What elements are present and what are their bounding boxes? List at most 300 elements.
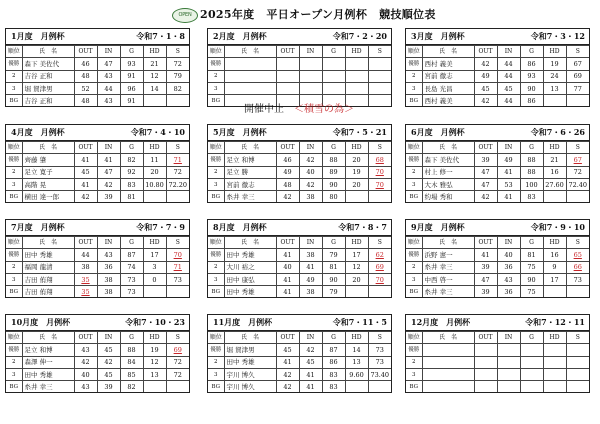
handicap-cell bbox=[543, 368, 566, 380]
in-cell: 45 bbox=[97, 368, 120, 380]
in-cell: 49 bbox=[299, 273, 322, 285]
score-cell: 65 bbox=[566, 249, 589, 261]
rank-cell: 2 bbox=[406, 356, 422, 368]
column-header-rank: 順位 bbox=[208, 332, 224, 344]
panel-title: 1月度 月例杯 bbox=[11, 31, 65, 41]
panel-date: 令和7・4・10 bbox=[130, 127, 185, 137]
gross-cell: 75 bbox=[520, 261, 543, 273]
results-table bbox=[406, 45, 589, 106]
club-logo-icon bbox=[172, 8, 198, 23]
results-table bbox=[406, 141, 589, 202]
handicap-cell: 14 bbox=[143, 82, 166, 94]
gross-cell: 82 bbox=[120, 154, 143, 166]
table-row bbox=[208, 154, 391, 166]
in-cell: 45 bbox=[97, 344, 120, 356]
in-cell: 36 bbox=[497, 286, 520, 298]
table-row bbox=[6, 286, 189, 298]
month-panel bbox=[5, 219, 190, 298]
name-cell: 堀 賀津男 bbox=[22, 82, 74, 94]
column-header-out: OUT bbox=[474, 237, 497, 249]
table-row bbox=[6, 368, 189, 380]
month-panel bbox=[405, 124, 590, 203]
handicap-cell: 13 bbox=[345, 356, 368, 368]
panel-title: 12月度 月例杯 bbox=[411, 317, 471, 327]
panel-date: 令和7・5・21 bbox=[332, 127, 387, 137]
gross-cell: 83 bbox=[322, 368, 345, 380]
table-row bbox=[6, 249, 189, 261]
table-row bbox=[406, 166, 589, 178]
score-cell bbox=[166, 95, 189, 107]
handicap-cell: 13 bbox=[143, 368, 166, 380]
month-panel bbox=[5, 28, 190, 107]
column-header-handicap: HD bbox=[143, 46, 166, 58]
handicap-cell bbox=[543, 191, 566, 203]
panel-header bbox=[406, 315, 589, 331]
table-row bbox=[406, 273, 589, 285]
column-header-gross: G bbox=[520, 142, 543, 154]
handicap-cell: 12 bbox=[345, 261, 368, 273]
column-header-gross: G bbox=[322, 46, 345, 58]
score-cell bbox=[566, 381, 589, 393]
gross-cell: 91 bbox=[120, 70, 143, 82]
column-header-in: IN bbox=[97, 46, 120, 58]
rank-cell: BG bbox=[6, 95, 22, 107]
in-cell: 42 bbox=[299, 154, 322, 166]
table-row bbox=[6, 95, 189, 107]
panel-header bbox=[406, 29, 589, 45]
out-cell: 40 bbox=[276, 261, 299, 273]
rank-cell: 3 bbox=[208, 273, 224, 285]
column-header-in: IN bbox=[299, 237, 322, 249]
rank-cell: 2 bbox=[208, 261, 224, 273]
rank-cell: 3 bbox=[6, 273, 22, 285]
out-cell bbox=[474, 381, 497, 393]
out-cell bbox=[474, 344, 497, 356]
table-row bbox=[6, 166, 189, 178]
column-header-out: OUT bbox=[74, 237, 97, 249]
out-cell bbox=[276, 58, 299, 70]
handicap-cell: 11 bbox=[143, 154, 166, 166]
rank-cell: 3 bbox=[406, 178, 422, 190]
name-cell: 田中 秀雄 bbox=[224, 356, 276, 368]
in-cell: 43 bbox=[97, 249, 120, 261]
column-header-rank: 順位 bbox=[208, 142, 224, 154]
column-header-in: IN bbox=[497, 332, 520, 344]
score-cell: 69 bbox=[368, 261, 391, 273]
column-header-out: OUT bbox=[74, 332, 97, 344]
table-row bbox=[208, 82, 391, 94]
table-row bbox=[6, 178, 189, 190]
rank-cell: 3 bbox=[208, 368, 224, 380]
handicap-cell: 16 bbox=[543, 249, 566, 261]
score-cell bbox=[368, 95, 391, 107]
rank-cell: 2 bbox=[208, 356, 224, 368]
in-cell: 38 bbox=[97, 273, 120, 285]
score-cell: 79 bbox=[166, 70, 189, 82]
gross-cell: 81 bbox=[520, 249, 543, 261]
out-cell: 41 bbox=[276, 273, 299, 285]
handicap-cell bbox=[543, 286, 566, 298]
column-header-in: IN bbox=[97, 332, 120, 344]
panel-date: 令和7・9・10 bbox=[530, 222, 585, 232]
gross-cell: 79 bbox=[322, 249, 345, 261]
score-cell bbox=[566, 356, 589, 368]
rank-cell: 優勝 bbox=[406, 344, 422, 356]
gross-cell bbox=[520, 356, 543, 368]
handicap-cell: 20 bbox=[345, 178, 368, 190]
month-panel bbox=[207, 124, 392, 203]
table-row bbox=[6, 381, 189, 393]
handicap-cell bbox=[143, 191, 166, 203]
in-cell: 43 bbox=[97, 95, 120, 107]
out-cell: 45 bbox=[276, 344, 299, 356]
column-header-score: S bbox=[368, 46, 391, 58]
cancel-reason: ＜積雪の為＞ bbox=[294, 104, 354, 115]
score-cell: 73 bbox=[166, 273, 189, 285]
table-row bbox=[406, 154, 589, 166]
gross-cell bbox=[520, 344, 543, 356]
score-cell bbox=[566, 368, 589, 380]
in-cell bbox=[497, 368, 520, 380]
score-cell: 72 bbox=[566, 166, 589, 178]
rank-cell: 2 bbox=[406, 166, 422, 178]
out-cell: 45 bbox=[474, 82, 497, 94]
handicap-cell bbox=[345, 191, 368, 203]
name-cell: 田中 秀雄 bbox=[22, 249, 74, 261]
handicap-cell bbox=[543, 356, 566, 368]
in-cell: 42 bbox=[299, 178, 322, 190]
score-cell: 71 bbox=[166, 261, 189, 273]
column-header-in: IN bbox=[299, 332, 322, 344]
column-header-name: 氏 名 bbox=[224, 142, 276, 154]
score-cell: 67 bbox=[566, 58, 589, 70]
out-cell: 35 bbox=[74, 273, 97, 285]
score-cell bbox=[566, 191, 589, 203]
table-row bbox=[406, 286, 589, 298]
gross-cell: 73 bbox=[120, 273, 143, 285]
panel-title: 11月度 月例杯 bbox=[213, 317, 273, 327]
column-header-in: IN bbox=[497, 142, 520, 154]
panel-header bbox=[6, 125, 189, 141]
in-cell: 41 bbox=[299, 368, 322, 380]
out-cell: 41 bbox=[276, 249, 299, 261]
name-cell: 中西 啓一 bbox=[422, 273, 474, 285]
column-header-rank: 順位 bbox=[208, 237, 224, 249]
month-panel bbox=[405, 219, 590, 298]
in-cell: 44 bbox=[497, 95, 520, 107]
handicap-cell bbox=[345, 82, 368, 94]
score-cell: 68 bbox=[368, 154, 391, 166]
in-cell: 44 bbox=[97, 82, 120, 94]
out-cell: 39 bbox=[474, 154, 497, 166]
column-header-in: IN bbox=[497, 46, 520, 58]
name-cell: 吉田 侑翔 bbox=[22, 273, 74, 285]
table-row bbox=[208, 356, 391, 368]
in-cell bbox=[299, 58, 322, 70]
rank-cell: 優勝 bbox=[406, 249, 422, 261]
rank-cell: 2 bbox=[406, 261, 422, 273]
table-header-row bbox=[406, 332, 589, 344]
in-cell: 40 bbox=[299, 166, 322, 178]
name-cell: 足立 和博 bbox=[224, 154, 276, 166]
table-row bbox=[406, 368, 589, 380]
rank-cell: 優勝 bbox=[208, 344, 224, 356]
table-row bbox=[406, 95, 589, 107]
table-header-row bbox=[208, 142, 391, 154]
rank-cell: 3 bbox=[6, 82, 22, 94]
results-table bbox=[208, 236, 391, 297]
rank-cell: BG bbox=[406, 191, 422, 203]
gross-cell bbox=[520, 368, 543, 380]
table-row bbox=[6, 344, 189, 356]
out-cell: 35 bbox=[74, 286, 97, 298]
month-panel bbox=[207, 219, 392, 298]
gross-cell bbox=[322, 70, 345, 82]
in-cell: 41 bbox=[299, 381, 322, 393]
rank-cell: BG bbox=[208, 95, 224, 107]
in-cell: 42 bbox=[299, 344, 322, 356]
handicap-cell: 20 bbox=[345, 154, 368, 166]
month-panel bbox=[207, 314, 392, 393]
handicap-cell: 17 bbox=[345, 249, 368, 261]
name-cell: 長島 光昌 bbox=[422, 82, 474, 94]
rank-cell: 優勝 bbox=[208, 154, 224, 166]
table-row bbox=[406, 82, 589, 94]
name-cell bbox=[224, 58, 276, 70]
panel-header bbox=[6, 220, 189, 236]
rank-cell: 3 bbox=[406, 273, 422, 285]
rank-cell: BG bbox=[208, 381, 224, 393]
out-cell: 47 bbox=[474, 166, 497, 178]
name-cell: 齊藤 肇 bbox=[22, 154, 74, 166]
column-header-out: OUT bbox=[74, 142, 97, 154]
handicap-cell: 13 bbox=[543, 82, 566, 94]
gross-cell: 89 bbox=[322, 166, 345, 178]
in-cell bbox=[497, 356, 520, 368]
handicap-cell: 19 bbox=[543, 58, 566, 70]
rank-cell: BG bbox=[6, 381, 22, 393]
table-header-row bbox=[406, 46, 589, 58]
out-cell: 48 bbox=[74, 95, 97, 107]
rank-cell: BG bbox=[208, 191, 224, 203]
table-row bbox=[6, 82, 189, 94]
column-header-out: OUT bbox=[474, 46, 497, 58]
out-cell: 42 bbox=[74, 356, 97, 368]
score-cell bbox=[566, 286, 589, 298]
column-header-score: S bbox=[566, 46, 589, 58]
name-cell: 糸井 幸三 bbox=[422, 286, 474, 298]
column-header-gross: G bbox=[322, 142, 345, 154]
panel-title: 7月度 月例杯 bbox=[11, 222, 65, 232]
table-row bbox=[6, 58, 189, 70]
table-row bbox=[208, 191, 391, 203]
panel-date: 令和7・2・20 bbox=[332, 31, 387, 41]
score-cell: 73 bbox=[566, 273, 589, 285]
column-header-rank: 順位 bbox=[406, 142, 422, 154]
in-cell: 44 bbox=[497, 70, 520, 82]
in-cell: 45 bbox=[299, 356, 322, 368]
in-cell: 43 bbox=[97, 70, 120, 82]
out-cell: 46 bbox=[276, 154, 299, 166]
out-cell: 41 bbox=[474, 249, 497, 261]
out-cell: 49 bbox=[474, 70, 497, 82]
score-cell bbox=[368, 286, 391, 298]
results-table bbox=[208, 331, 391, 392]
in-cell bbox=[299, 82, 322, 94]
panel-date: 令和7・1・8 bbox=[136, 31, 185, 41]
column-header-gross: G bbox=[520, 332, 543, 344]
rank-cell: BG bbox=[208, 286, 224, 298]
table-header-row bbox=[208, 46, 391, 58]
table-row bbox=[208, 273, 391, 285]
column-header-score: S bbox=[166, 46, 189, 58]
panel-date: 令和7・10・23 bbox=[125, 317, 185, 327]
out-cell: 41 bbox=[276, 286, 299, 298]
gross-cell: 86 bbox=[322, 356, 345, 368]
out-cell: 40 bbox=[74, 368, 97, 380]
handicap-cell: 3 bbox=[143, 261, 166, 273]
gross-cell bbox=[322, 58, 345, 70]
in-cell: 43 bbox=[497, 273, 520, 285]
column-header-out: OUT bbox=[276, 237, 299, 249]
gross-cell bbox=[322, 82, 345, 94]
name-cell: 吉田 侑翔 bbox=[22, 286, 74, 298]
rank-cell: 3 bbox=[406, 82, 422, 94]
panel-date: 令和7・12・11 bbox=[525, 317, 585, 327]
table-row bbox=[208, 166, 391, 178]
rank-cell: BG bbox=[6, 286, 22, 298]
column-header-gross: G bbox=[120, 237, 143, 249]
out-cell: 43 bbox=[74, 344, 97, 356]
table-row bbox=[406, 249, 589, 261]
gross-cell: 92 bbox=[120, 166, 143, 178]
panel-title: 5月度 月例杯 bbox=[213, 127, 267, 137]
name-cell: 吉谷 正和 bbox=[22, 95, 74, 107]
gross-cell: 88 bbox=[322, 154, 345, 166]
rank-cell: 優勝 bbox=[6, 154, 22, 166]
handicap-cell: 27.60 bbox=[543, 178, 566, 190]
rank-cell: 優勝 bbox=[208, 58, 224, 70]
name-cell: 吉谷 正和 bbox=[22, 70, 74, 82]
name-cell: 西村 義美 bbox=[422, 95, 474, 107]
table-row bbox=[208, 381, 391, 393]
name-cell: 足立 和博 bbox=[22, 344, 74, 356]
table-row bbox=[406, 178, 589, 190]
table-row bbox=[406, 191, 589, 203]
out-cell: 41 bbox=[74, 154, 97, 166]
column-header-out: OUT bbox=[276, 142, 299, 154]
gross-cell: 83 bbox=[520, 191, 543, 203]
name-cell: 浜野 憲一 bbox=[422, 249, 474, 261]
score-cell: 69 bbox=[166, 344, 189, 356]
table-header-row bbox=[406, 142, 589, 154]
table-row bbox=[406, 344, 589, 356]
handicap-cell: 20 bbox=[143, 166, 166, 178]
month-panel bbox=[207, 28, 392, 115]
gross-cell: 93 bbox=[520, 70, 543, 82]
column-header-name: 氏 名 bbox=[224, 332, 276, 344]
gross-cell: 90 bbox=[322, 178, 345, 190]
month-panel bbox=[405, 314, 590, 393]
column-header-out: OUT bbox=[276, 332, 299, 344]
score-cell bbox=[166, 191, 189, 203]
gross-cell: 90 bbox=[520, 273, 543, 285]
handicap-cell: 14 bbox=[345, 344, 368, 356]
handicap-cell bbox=[143, 95, 166, 107]
in-cell: 39 bbox=[97, 191, 120, 203]
name-cell bbox=[422, 356, 474, 368]
name-cell: 高階 晃 bbox=[22, 178, 74, 190]
column-header-gross: G bbox=[120, 142, 143, 154]
score-cell: 73 bbox=[368, 356, 391, 368]
column-header-name: 氏 名 bbox=[22, 332, 74, 344]
handicap-cell: 19 bbox=[143, 344, 166, 356]
name-cell: 田中 秀雄 bbox=[22, 368, 74, 380]
gross-cell: 84 bbox=[120, 356, 143, 368]
in-cell: 38 bbox=[299, 249, 322, 261]
column-header-rank: 順位 bbox=[6, 237, 22, 249]
name-cell: 宮前 徹志 bbox=[422, 70, 474, 82]
title-event: 平日オープン月例杯 bbox=[266, 8, 368, 21]
column-header-rank: 順位 bbox=[406, 332, 422, 344]
panel-header bbox=[6, 315, 189, 331]
table-row bbox=[208, 286, 391, 298]
column-header-score: S bbox=[166, 237, 189, 249]
in-cell: 38 bbox=[97, 286, 120, 298]
table-row bbox=[208, 368, 391, 380]
name-cell: 田中 秀雄 bbox=[224, 286, 276, 298]
table-row bbox=[6, 154, 189, 166]
results-table bbox=[6, 331, 189, 392]
rank-cell: 優勝 bbox=[406, 154, 422, 166]
name-cell: 足立 勝 bbox=[224, 166, 276, 178]
score-cell: 73.40 bbox=[368, 368, 391, 380]
score-cell: 70 bbox=[368, 178, 391, 190]
column-header-in: IN bbox=[97, 142, 120, 154]
gross-cell: 83 bbox=[322, 381, 345, 393]
gross-cell: 80 bbox=[322, 191, 345, 203]
out-cell bbox=[276, 82, 299, 94]
table-header-row bbox=[6, 332, 189, 344]
column-header-score: S bbox=[368, 332, 391, 344]
month-panel bbox=[5, 314, 190, 393]
column-header-handicap: HD bbox=[543, 142, 566, 154]
out-cell: 48 bbox=[74, 70, 97, 82]
score-cell: 72.20 bbox=[166, 178, 189, 190]
handicap-cell bbox=[345, 58, 368, 70]
panel-title: 2月度 月例杯 bbox=[213, 31, 267, 41]
table-row bbox=[406, 58, 589, 70]
out-cell: 42 bbox=[474, 95, 497, 107]
handicap-cell: 21 bbox=[543, 154, 566, 166]
in-cell: 39 bbox=[97, 381, 120, 393]
in-cell: 45 bbox=[497, 82, 520, 94]
rank-cell: BG bbox=[406, 286, 422, 298]
column-header-gross: G bbox=[322, 237, 345, 249]
handicap-cell: 21 bbox=[143, 58, 166, 70]
month-panel bbox=[5, 124, 190, 203]
panel-title: 3月度 月例杯 bbox=[411, 31, 465, 41]
panel-date: 令和7・6・26 bbox=[530, 127, 585, 137]
score-cell: 72.40 bbox=[566, 178, 589, 190]
rank-cell: 優勝 bbox=[406, 58, 422, 70]
rank-cell: 2 bbox=[406, 70, 422, 82]
table-header-row bbox=[6, 237, 189, 249]
handicap-cell bbox=[345, 286, 368, 298]
in-cell: 38 bbox=[299, 191, 322, 203]
gross-cell: 79 bbox=[322, 286, 345, 298]
name-cell: 宮前 徹志 bbox=[224, 178, 276, 190]
